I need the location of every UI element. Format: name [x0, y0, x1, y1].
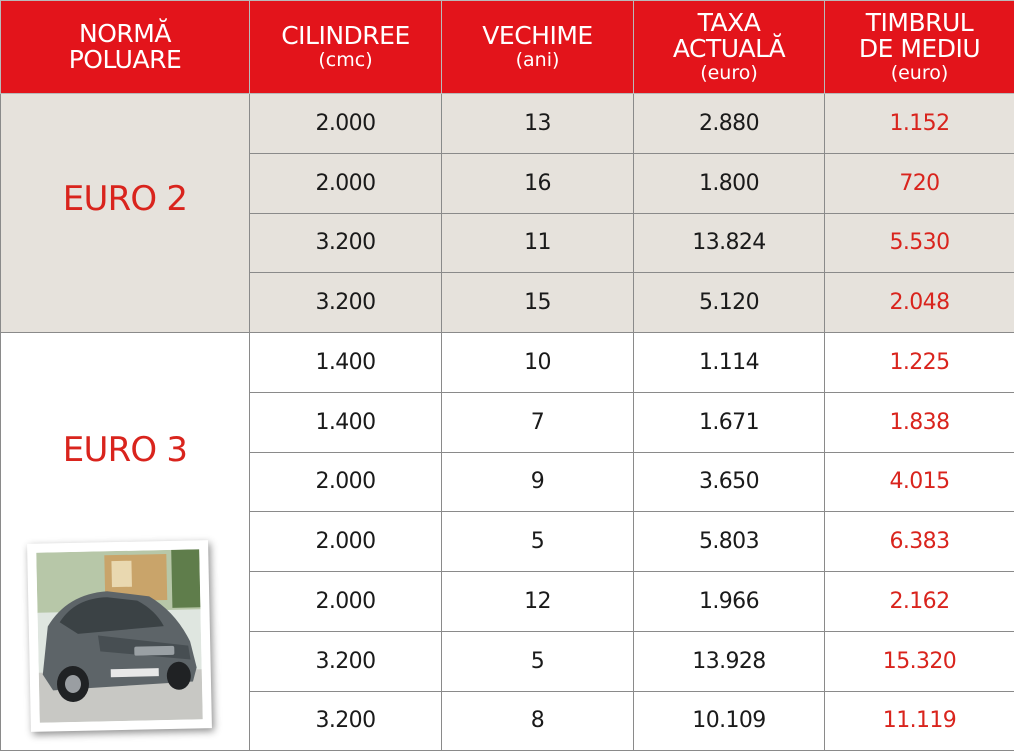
cell-cilindree: 3.200 [250, 691, 442, 751]
cell-timbru: 15.320 [825, 631, 1014, 691]
cell-vechime: 10 [442, 333, 634, 393]
cell-taxa: 1.671 [634, 392, 825, 452]
cell-taxa: 3.650 [634, 452, 825, 512]
cell-taxa: 5.803 [634, 512, 825, 572]
cell-vechime: 16 [442, 153, 634, 213]
cell-cilindree: 3.200 [250, 213, 442, 273]
cell-cilindree: 1.400 [250, 333, 442, 393]
cell-taxa: 13.928 [634, 631, 825, 691]
cell-cilindree: 2.000 [250, 452, 442, 512]
column-header-timbru [825, 1, 1014, 94]
cell-taxa: 13.824 [634, 213, 825, 273]
cell-timbru: 2.048 [825, 273, 1014, 333]
cell-timbru: 1.838 [825, 392, 1014, 452]
column-header-taxa-unit: (euro) [634, 64, 824, 84]
column-header-timbru-line: DE MEDIU [825, 36, 1014, 62]
cell-timbru: 11.119 [825, 691, 1014, 751]
cell-vechime: 5 [442, 631, 634, 691]
cell-vechime: 15 [442, 273, 634, 333]
cell-cilindree: 2.000 [250, 512, 442, 572]
cell-timbru: 5.530 [825, 213, 1014, 273]
cell-vechime: 12 [442, 572, 634, 632]
column-header-norma-line: POLUARE [1, 47, 249, 73]
cell-taxa: 1.800 [634, 153, 825, 213]
cell-vechime: 8 [442, 691, 634, 751]
column-header-cilindree-unit: (cmc) [250, 51, 441, 71]
norm-label: EURO 2 [1, 179, 249, 219]
column-header-norma-line: NORMĂ [1, 21, 249, 47]
column-header-cilindree [250, 1, 442, 94]
cell-cilindree: 2.000 [250, 94, 442, 154]
column-header-taxa-line: TAXA [634, 10, 824, 36]
cell-cilindree: 2.000 [250, 572, 442, 632]
cell-vechime: 13 [442, 94, 634, 154]
cell-cilindree: 2.000 [250, 153, 442, 213]
cell-vechime: 11 [442, 213, 634, 273]
column-header-timbru-line: TIMBRUL [825, 10, 1014, 36]
column-header-vechime-unit: (ani) [442, 51, 633, 71]
table-header [1, 1, 1014, 94]
column-header-taxa [634, 1, 825, 94]
norm-cell-euro-3 [1, 333, 250, 751]
car-photo [27, 540, 212, 732]
column-header-norma [1, 1, 250, 94]
table-row [1, 94, 1014, 154]
cell-timbru: 720 [825, 153, 1014, 213]
cell-cilindree: 3.200 [250, 631, 442, 691]
norm-label: EURO 3 [1, 430, 249, 470]
cell-cilindree: 1.400 [250, 392, 442, 452]
cell-timbru: 1.152 [825, 94, 1014, 154]
cell-taxa: 10.109 [634, 691, 825, 751]
cell-timbru: 1.225 [825, 333, 1014, 393]
column-header-vechime-line: VECHIME [442, 23, 633, 49]
cell-timbru: 6.383 [825, 512, 1014, 572]
cell-vechime: 9 [442, 452, 634, 512]
cell-timbru: 4.015 [825, 452, 1014, 512]
cell-taxa: 5.120 [634, 273, 825, 333]
cell-taxa: 1.114 [634, 333, 825, 393]
norm-cell-euro-2 [1, 94, 250, 333]
column-header-cilindree-line: CILINDREE [250, 23, 441, 49]
cell-taxa: 1.966 [634, 572, 825, 632]
table-row [1, 333, 1014, 393]
cell-timbru: 2.162 [825, 572, 1014, 632]
table-body [1, 94, 1014, 751]
cell-cilindree: 3.200 [250, 273, 442, 333]
car-image [36, 549, 203, 722]
cell-vechime: 5 [442, 512, 634, 572]
column-header-taxa-line: ACTUALĂ [634, 36, 824, 62]
cell-taxa: 2.880 [634, 94, 825, 154]
header-row [1, 1, 1014, 94]
cell-vechime: 7 [442, 392, 634, 452]
column-header-vechime [442, 1, 634, 94]
column-header-timbru-unit: (euro) [825, 64, 1014, 84]
